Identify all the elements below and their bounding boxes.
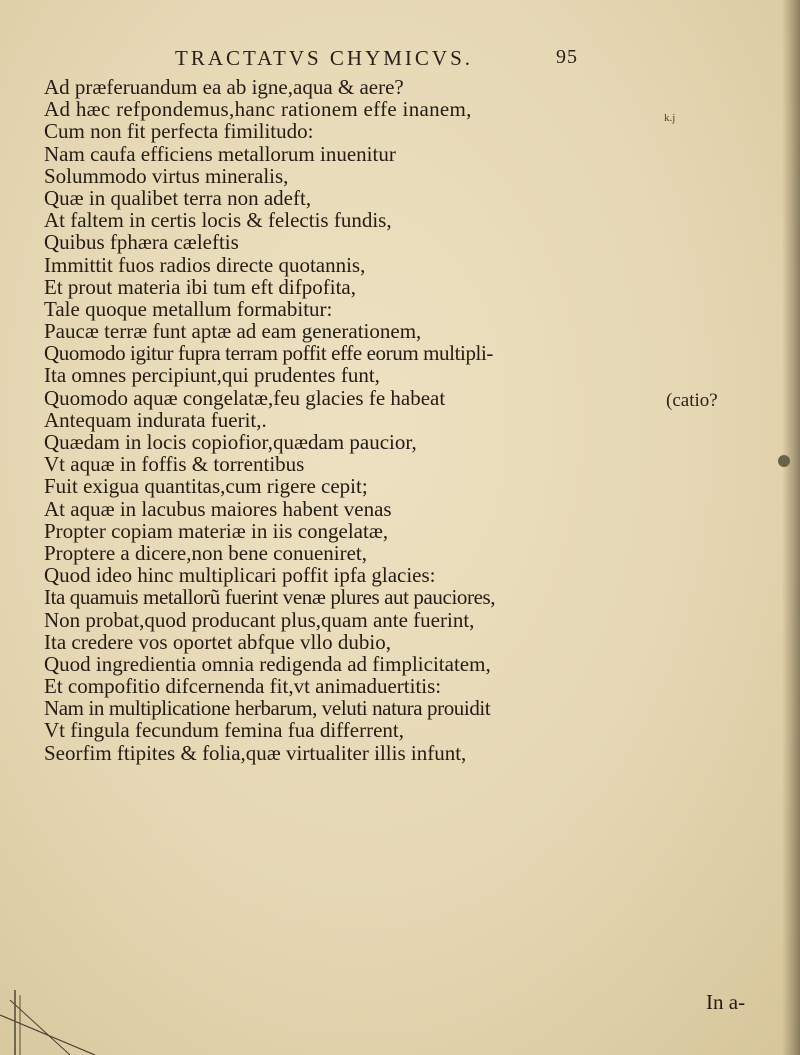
text-line: Nam caufa efficiens metallorum inuenitur [44, 141, 396, 166]
verse-text [44, 76, 764, 764]
text-line: Et compofitio difcernenda fit,vt animaduertitis: [44, 674, 442, 699]
text-line: Ita credere vos oportet abfque vllo dubio, [44, 629, 391, 654]
folio-number: 95 [556, 46, 578, 68]
text-line: Ita quamuis metallorũ fuerint venæ plures aut pauciores, [44, 585, 496, 610]
margin-note: (catio? [666, 390, 718, 411]
running-title: TRACTATVS CHYMICVS. [175, 46, 474, 70]
text-line: Ad præferuandum ea ab igne,aqua & aere? [44, 75, 404, 99]
text-line: Non probat,quod producant plus,quam ante fuerint, [44, 607, 475, 632]
catchword: In a- [706, 990, 746, 1014]
text-line: Fuit exigua quantitas,cum rigere cepit; [44, 474, 368, 499]
page-edge-shadow [782, 0, 800, 1055]
corner-fold-lines [0, 960, 140, 1055]
text-line: Solummodo virtus mineralis, [44, 163, 289, 188]
text-line: Cum non fit perfecta fimilitudo: [44, 119, 314, 144]
text-line: At faltem in certis locis & felectis fundis, [44, 208, 392, 233]
text-line: Immittit fuos radios directe quotannis, [44, 252, 366, 277]
text-line: Proptere a dicere,non bene conueniret, [44, 540, 368, 565]
text-line: Quomodo aquæ congelatæ,feu glacies fe habeat [44, 385, 446, 410]
text-line: Antequam indurata fuerit,. [44, 407, 267, 432]
text-line: Quædam in locis copiofior,quædam paucior, [44, 430, 417, 454]
text-line: Quæ in qualibet terra non adeft, [44, 185, 312, 210]
text-line: Ita omnes percipiunt,qui prudentes funt, [44, 363, 380, 388]
text-line: Seorfim ftipites & folia,quæ virtualiter illis infunt, [44, 740, 467, 765]
ink-stain [778, 455, 790, 467]
text-line: Quibus fphæra cæleftis [44, 230, 239, 255]
text-line: Vt fingula fecundum femina fua differrent, [44, 718, 404, 743]
text-line: Quod ingredientia omnia redigenda ad fimplicitatem, [44, 651, 491, 676]
page-header [0, 46, 800, 76]
text-line: Nam in multiplicatione herbarum, veluti natura prouidit [44, 696, 491, 721]
text-line: At aquæ in lacubus maiores habent venas [44, 496, 392, 521]
text-line: Tale quoque metallum formabitur: [44, 296, 333, 321]
text-line: Et prout materia ibi tum eft difpofita, [44, 274, 356, 299]
text-line: Vt aquæ in foffis & torrentibus [44, 452, 305, 477]
text-line: Paucæ terræ funt aptæ ad eam generationem, [44, 319, 422, 344]
text-line: Quod ideo hinc multiplicari poffit ipfa glacies: [44, 563, 436, 588]
edge-mark: k.j [664, 112, 676, 124]
text-line: Ad hæc refpondemus,hanc rationem effe inanem, [44, 97, 472, 122]
text-line: Quomodo igitur fupra terram poffit effe eorum multipli- [44, 341, 494, 366]
text-line: Propter copiam materiæ in iis congelatæ, [44, 518, 389, 543]
